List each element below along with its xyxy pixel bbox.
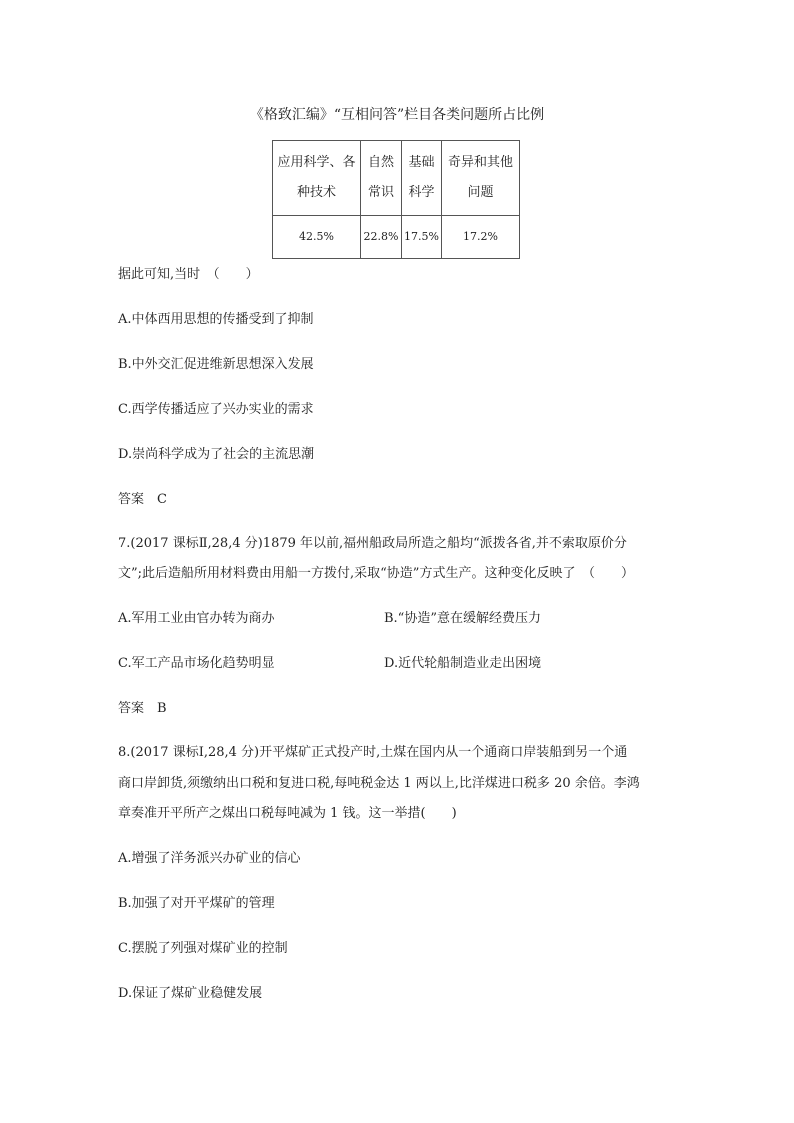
q7-option-a: A.军用工业由官办转为商办 bbox=[118, 611, 275, 626]
q8-option-b: B.加强了对开平煤矿的管理 bbox=[118, 896, 275, 911]
q7-option-d: D.近代轮船制造业走出困境 bbox=[384, 656, 542, 671]
table-value-row bbox=[273, 216, 520, 259]
q7-stem-line1: 7.(2017 课标Ⅱ,28,4 分)1879 年以前,福州船政局所造之船均“派拨各省,并不索取原价分 bbox=[118, 536, 627, 551]
header-cell: 应用科学、各种技术 bbox=[273, 141, 361, 216]
q7-answer: 答案 B bbox=[118, 701, 167, 716]
q7-option-b: B.“协造”意在缓解经费压力 bbox=[384, 611, 541, 626]
q6-option-a: A.中体西用思想的传播受到了抑制 bbox=[118, 312, 314, 327]
table-title: 《格致汇编》“互相问答”栏目各类问题所占比例 bbox=[249, 107, 545, 123]
q8-option-a: A.增强了洋务派兴办矿业的信心 bbox=[118, 851, 301, 866]
proportion-table bbox=[272, 140, 520, 259]
q6-option-c: C.西学传播适应了兴办实业的需求 bbox=[118, 402, 314, 417]
q6-answer: 答案 C bbox=[118, 492, 167, 507]
value-cell: 17.2% bbox=[441, 216, 519, 259]
q8-option-d: D.保证了煤矿业稳健发展 bbox=[118, 986, 263, 1001]
q6-stem: 据此可知,当时 （ ） bbox=[118, 267, 259, 282]
header-cell: 奇异和其他问题 bbox=[441, 141, 519, 216]
header-cell: 自然常识 bbox=[361, 141, 402, 216]
value-cell: 42.5% bbox=[273, 216, 361, 259]
q7-stem-line2: 文”;此后造船所用材料费由用船一方拨付,采取“协造”方式生产。这种变化反映了 （ ） bbox=[118, 566, 634, 581]
header-cell: 基础科学 bbox=[402, 141, 442, 216]
value-cell: 17.5% bbox=[402, 216, 442, 259]
q8-stem-line1: 8.(2017 课标Ⅰ,28,4 分)开平煤矿正式投产时,土煤在国内从一个通商口岸装船到另一个通 bbox=[118, 745, 628, 760]
q7-option-c: C.军工产品市场化趋势明显 bbox=[118, 656, 275, 671]
q8-stem-line2: 商口岸卸货,须缴纳出口税和复进口税,每吨税金达 1 两以上,比洋煤进口税多 20 余倍。李鸿 bbox=[118, 776, 640, 791]
value-cell: 22.8% bbox=[361, 216, 402, 259]
q6-option-d: D.崇尚科学成为了社会的主流思潮 bbox=[118, 447, 315, 462]
q6-option-b: B.中外交汇促进维新思想深入发展 bbox=[118, 357, 314, 372]
table-header-row bbox=[273, 141, 520, 216]
q8-option-c: C.摆脱了列强对煤矿业的控制 bbox=[118, 941, 288, 956]
q8-stem-line3: 章奏准开平所产之煤出口税每吨减为 1 钱。这一举措( ) bbox=[118, 806, 457, 821]
